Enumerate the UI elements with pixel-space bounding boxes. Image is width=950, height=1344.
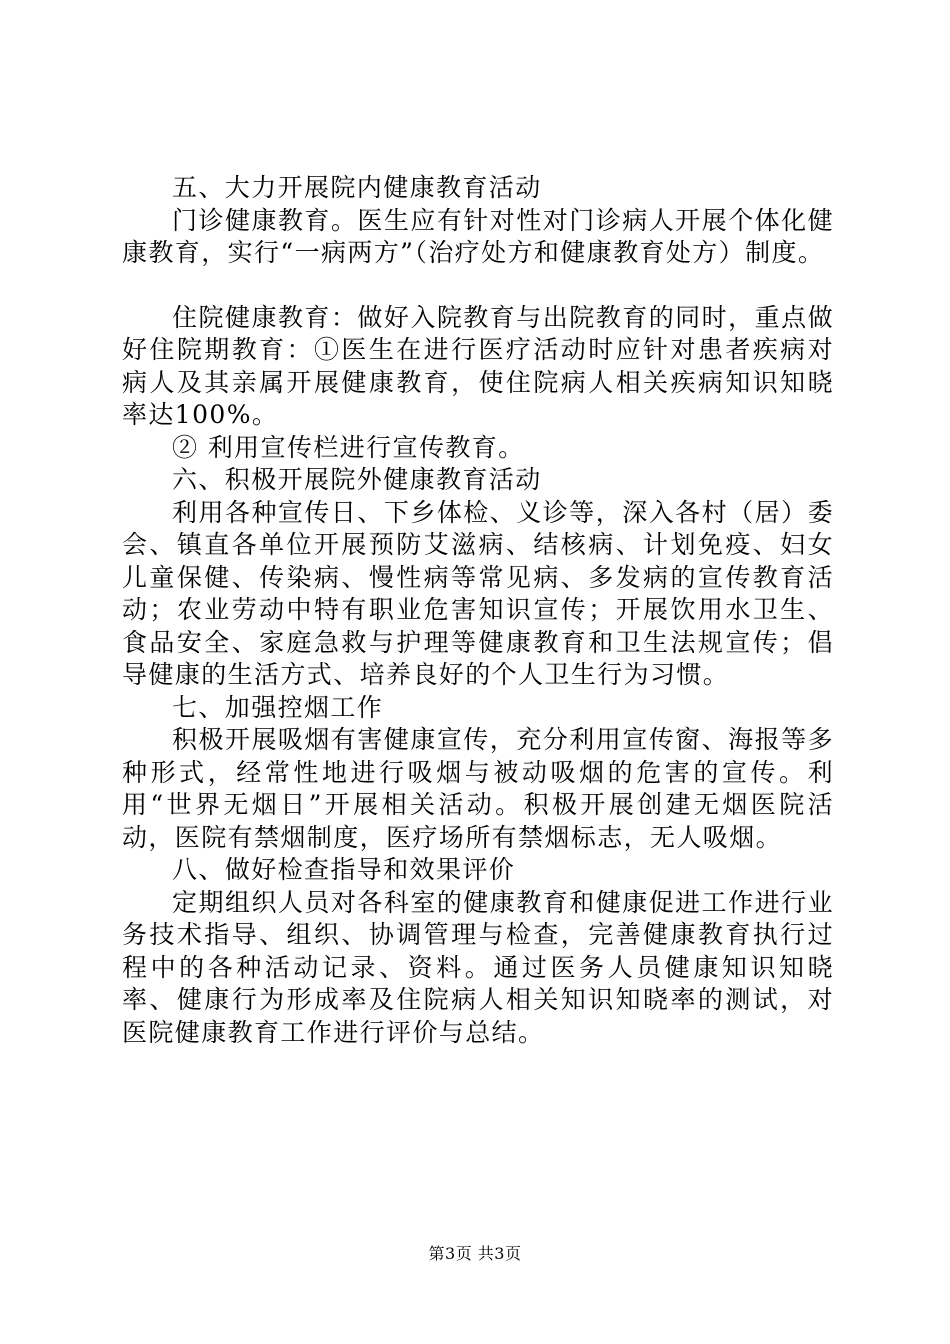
paragraph-inspection-evaluation: 定期组织人员对各科室的健康教育和健康促进工作进行业务技术指导、组织、协调管理与检查，完善健康教育执行过程中的各种活动记录、资料。通过医务人员健康知识知晓率、健康行为形成率及住院病人相关知识知晓率的测试，对医院健康教育工作进行评价与总结。 <box>122 887 834 1047</box>
page-number-footer: 第3页 共3页 <box>428 1244 522 1263</box>
paragraph-outpatient-education: 门诊健康教育。医生应有针对性对门诊病人开展个体化健康教育，实行“一病两方”（治疗处方和健康教育处方）制度。 <box>122 205 834 267</box>
paragraph-tobacco-control: 积极开展吸烟有害健康宣传，充分利用宣传窗、海报等多种形式，经常性地进行吸烟与被动吸烟的危害的宣传。利用“世界无烟日”开展相关活动。积极开展创建无烟医院活动，医院有禁烟制度，医疗场所有禁烟标志，无人吸烟。 <box>122 725 834 852</box>
document-body <box>122 172 834 1049</box>
section-heading-5: 五、大力开展院内健康教育活动 <box>172 173 542 202</box>
section-heading-6: 六、积极开展院外健康教育活动 <box>172 465 542 494</box>
paragraph-outreach-education: 利用各种宣传日、下乡体检、义诊等，深入各村（居）委会、镇直各单位开展预防艾滋病、结核病、计划免疫、妇女儿童保健、传染病、慢性病等常见病、多发病的宣传教育活动；农业劳动中特有职业危害知识宣传；开展饮用水卫生、食品安全、家庭急救与护理等健康教育和卫生法规宣传；倡导健康的生活方式、培养良好的个人卫生行为习惯。 <box>122 497 834 689</box>
paragraph-bulletin-board: ② 利用宣传栏进行宣传教育。 <box>172 432 525 462</box>
section-heading-7: 七、加强控烟工作 <box>172 692 384 722</box>
paragraph-inpatient-education: 住院健康教育：做好入院教育与出院教育的同时，重点做好住院期教育：①医生在进行医疗活动时应针对患者疾病对病人及其亲属开展健康教育，使住院病人相关疾病知识知晓率达100%。 <box>122 302 834 429</box>
section-heading-8: 八、做好检查指导和效果评价 <box>172 855 516 884</box>
